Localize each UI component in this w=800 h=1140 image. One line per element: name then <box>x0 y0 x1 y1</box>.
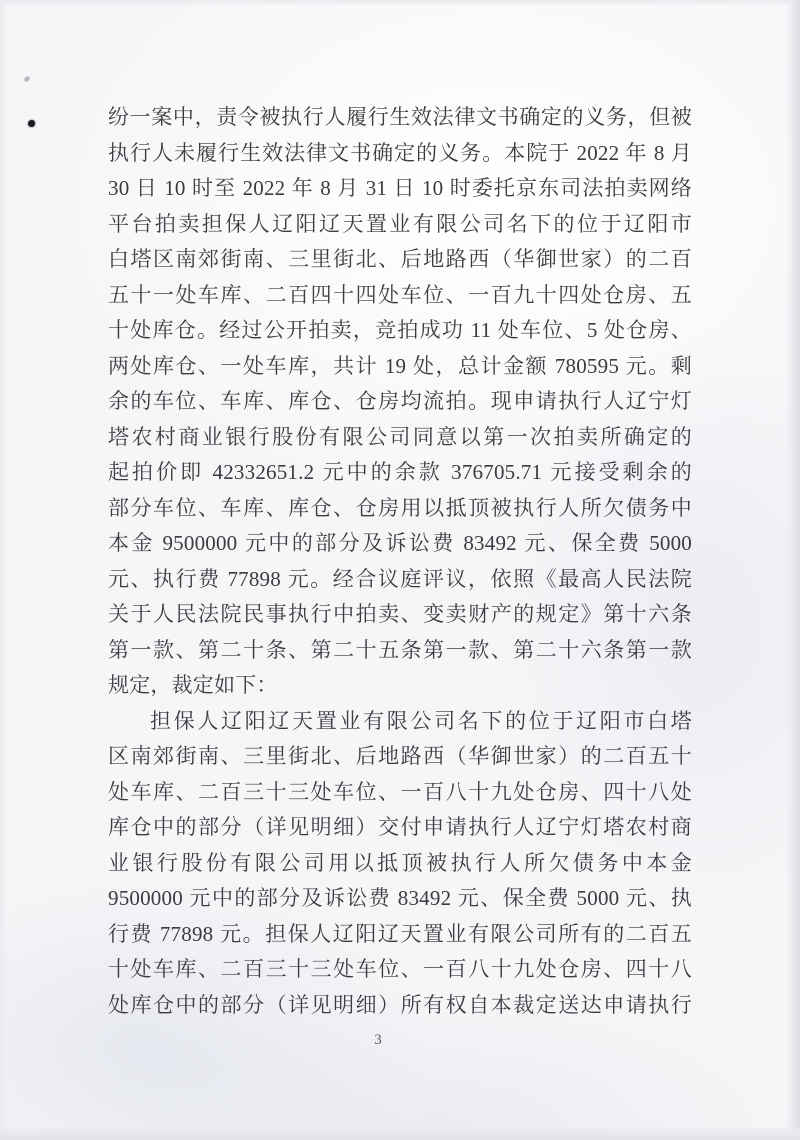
text-line: 余的车位、车库、库仓、仓房均流拍。现申请执行人辽宁灯 <box>108 389 692 413</box>
scan-edge-right <box>786 0 800 1140</box>
text-line: 9500000 元中的部分及诉讼费 83492 元、保全费 5000 元、执 <box>108 886 692 910</box>
text-line: 平台拍卖担保人辽阳辽天置业有限公司名下的位于辽阳市 <box>108 211 692 236</box>
text-line: 白塔区南郊街南、三里街北、后地路西（华御世家）的二百 <box>108 247 692 271</box>
text-line: 纷一案中，责令被执行人履行生效法律文书确定的义务，但被 <box>108 105 692 129</box>
text-line: 十处库仓。经过公开拍卖，竞拍成功 11 处车位、5 处仓房、 <box>108 318 692 342</box>
text-line: 两处库仓、一处车库，共计 19 处，总计金额 780595 元。剩 <box>108 353 692 378</box>
text-line: 30 日 10 时至 2022 年 8 月 31 日 10 时委托京东司法拍卖网络 <box>108 176 692 200</box>
text-line: 规定，裁定如下： <box>108 673 278 697</box>
text-line: 处库仓中的部分（详见明细）所有权自本裁定送达申请执行 <box>108 992 692 1017</box>
text-line: 塔农村商业银行股份有限公司同意以第一次拍卖所确定的 <box>108 424 692 449</box>
text-line: 执行人未履行生效法律文书确定的义务。本院于 2022 年 8 月 <box>108 140 692 165</box>
text-line: 五十一处车库、二百四十四处车位、一百九十四处仓房、五 <box>108 282 692 307</box>
text-line: 本金 9500000 元中的部分及诉讼费 83492 元、保全费 5000 <box>108 531 692 555</box>
text-line: 区南郊街南、三里街北、后地路西（华御世家）的二百五十 <box>108 744 692 768</box>
scan-edge-top <box>0 0 800 6</box>
text-line: 第一款、第二十条、第二十五条第一款、第二十六条第一款 <box>108 637 692 662</box>
text-line: 担保人辽阳辽天置业有限公司名下的位于辽阳市白塔 <box>150 708 692 733</box>
ruling-body-text <box>108 100 692 1023</box>
scan-edge-left <box>0 0 7 1140</box>
text-line: 部分车位、车库、库仓、仓房用以抵顶被执行人所欠债务中 <box>108 495 692 520</box>
text-line: 行费 77898 元。担保人辽阳辽天置业有限公司所有的二百五 <box>108 921 692 946</box>
text-line: 关于人民法院民事执行中拍卖、变卖财产的规定》第十六条 <box>108 602 692 626</box>
page-number: 3 <box>374 1032 382 1048</box>
ink-speck <box>23 76 30 83</box>
text-line: 元、执行费 77898 元。经合议庭评议，依照《最高人民法院 <box>108 566 692 591</box>
text-line: 十处车库、二百三十三处车位、一百八十九处仓房、四十八 <box>108 957 692 981</box>
text-line: 起拍价即 42332651.2 元中的余款 376705.71 元接受剩余的 <box>108 460 692 484</box>
text-line: 库仓中的部分（详见明细）交付申请执行人辽宁灯塔农村商 <box>108 815 692 839</box>
ink-dot <box>28 120 35 127</box>
text-line: 处车库、二百三十三处车位、一百八十九处仓房、四十八处 <box>108 779 692 804</box>
text-line: 业银行股份有限公司用以抵顶被执行人所欠债务中本金 <box>108 850 692 875</box>
scan-edge-bottom <box>0 1126 800 1140</box>
